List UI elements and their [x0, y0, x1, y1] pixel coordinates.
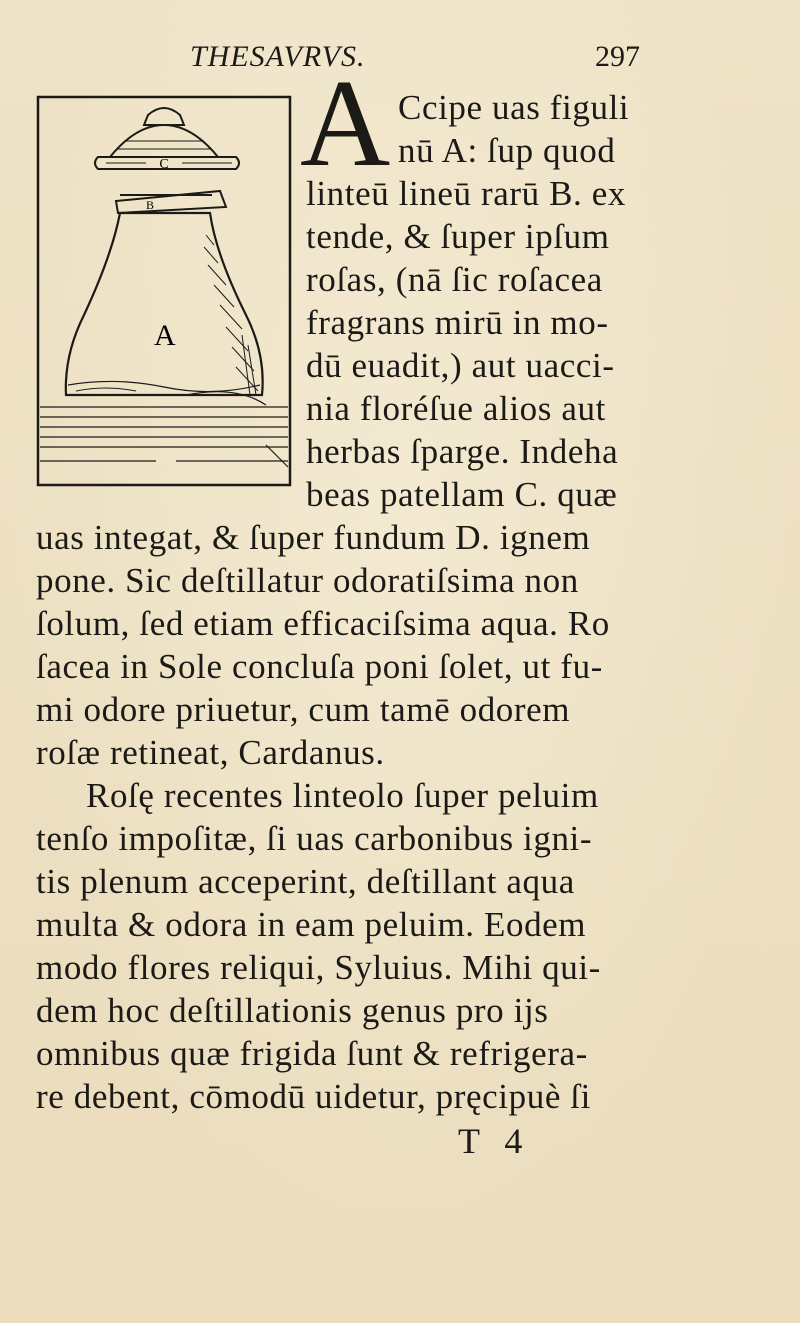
vessel-body [66, 213, 263, 395]
text-line-13: ſolum, ſed etiam efficaciſsima aqua. Ro [36, 604, 610, 643]
text-line-11: uas integat, & ſuper fundum D. ignem [36, 518, 591, 557]
text-line-9: herbas ſparge. Indeha [306, 432, 619, 471]
text-line-16: roſæ retineat, Cardanus. [36, 733, 385, 772]
text-line-15: mi odore priuetur, cum tamē odorem [36, 690, 571, 729]
figure-label-a: A [154, 319, 176, 352]
signature-mark: T 4 [458, 1121, 531, 1161]
figure-label-b: B [146, 198, 155, 212]
page-number: 297 [595, 40, 640, 73]
distillation-apparatus-illustration [36, 95, 292, 487]
drop-cap: A [300, 55, 391, 193]
text-line-18: tenſo impoſitæ, ſi uas carbonibus igni- [36, 819, 593, 858]
text-line-14: ſacea in Sole concluſa poni ſolet, ut fu- [36, 647, 603, 686]
page-header [190, 40, 660, 80]
lid-handle [144, 108, 184, 125]
text-line-2: nū A: ſup quod [398, 131, 616, 170]
distillation-woodcut [36, 95, 292, 487]
text-line-6: fragrans mirū in mo- [306, 303, 609, 342]
text-line-24: re debent, cōmodū uidetur, pręcipuè ſi [36, 1077, 591, 1116]
text-line-8: nia floréſue alios aut [306, 389, 606, 428]
figure-label-c: C [159, 157, 169, 172]
text-line-19: tis plenum acceperint, deſtillant aqua [36, 862, 575, 901]
text-line-12: pone. Sic deſtillatur odoratiſsima non [36, 561, 579, 600]
text-line-5: roſas, (nā ſic roſacea [306, 260, 603, 299]
text-line-23: omnibus quæ frigida ſunt & refrigera- [36, 1034, 588, 1073]
text-line-22: dem hoc deſtillationis genus pro ijs [36, 991, 549, 1030]
text-line-7: dū euadit,) aut uacci- [306, 346, 615, 385]
text-line-20: multa & odora in eam peluim. Eodem [36, 905, 587, 944]
text-line-4: tende, & ſuper ipſum [306, 217, 610, 256]
text-line-3: linteū lineū rarū B. ex [306, 174, 626, 213]
text-line-17: Roſę recentes linteolo ſuper peluim [86, 776, 599, 815]
text-line-1: Ccipe uas figuli [398, 88, 630, 127]
text-line-10: beas patellam C. quæ [306, 475, 618, 514]
running-title: THESAVRVS. [190, 40, 366, 73]
text-line-21: modo flores reliqui, Syluius. Mihi qui- [36, 948, 601, 987]
